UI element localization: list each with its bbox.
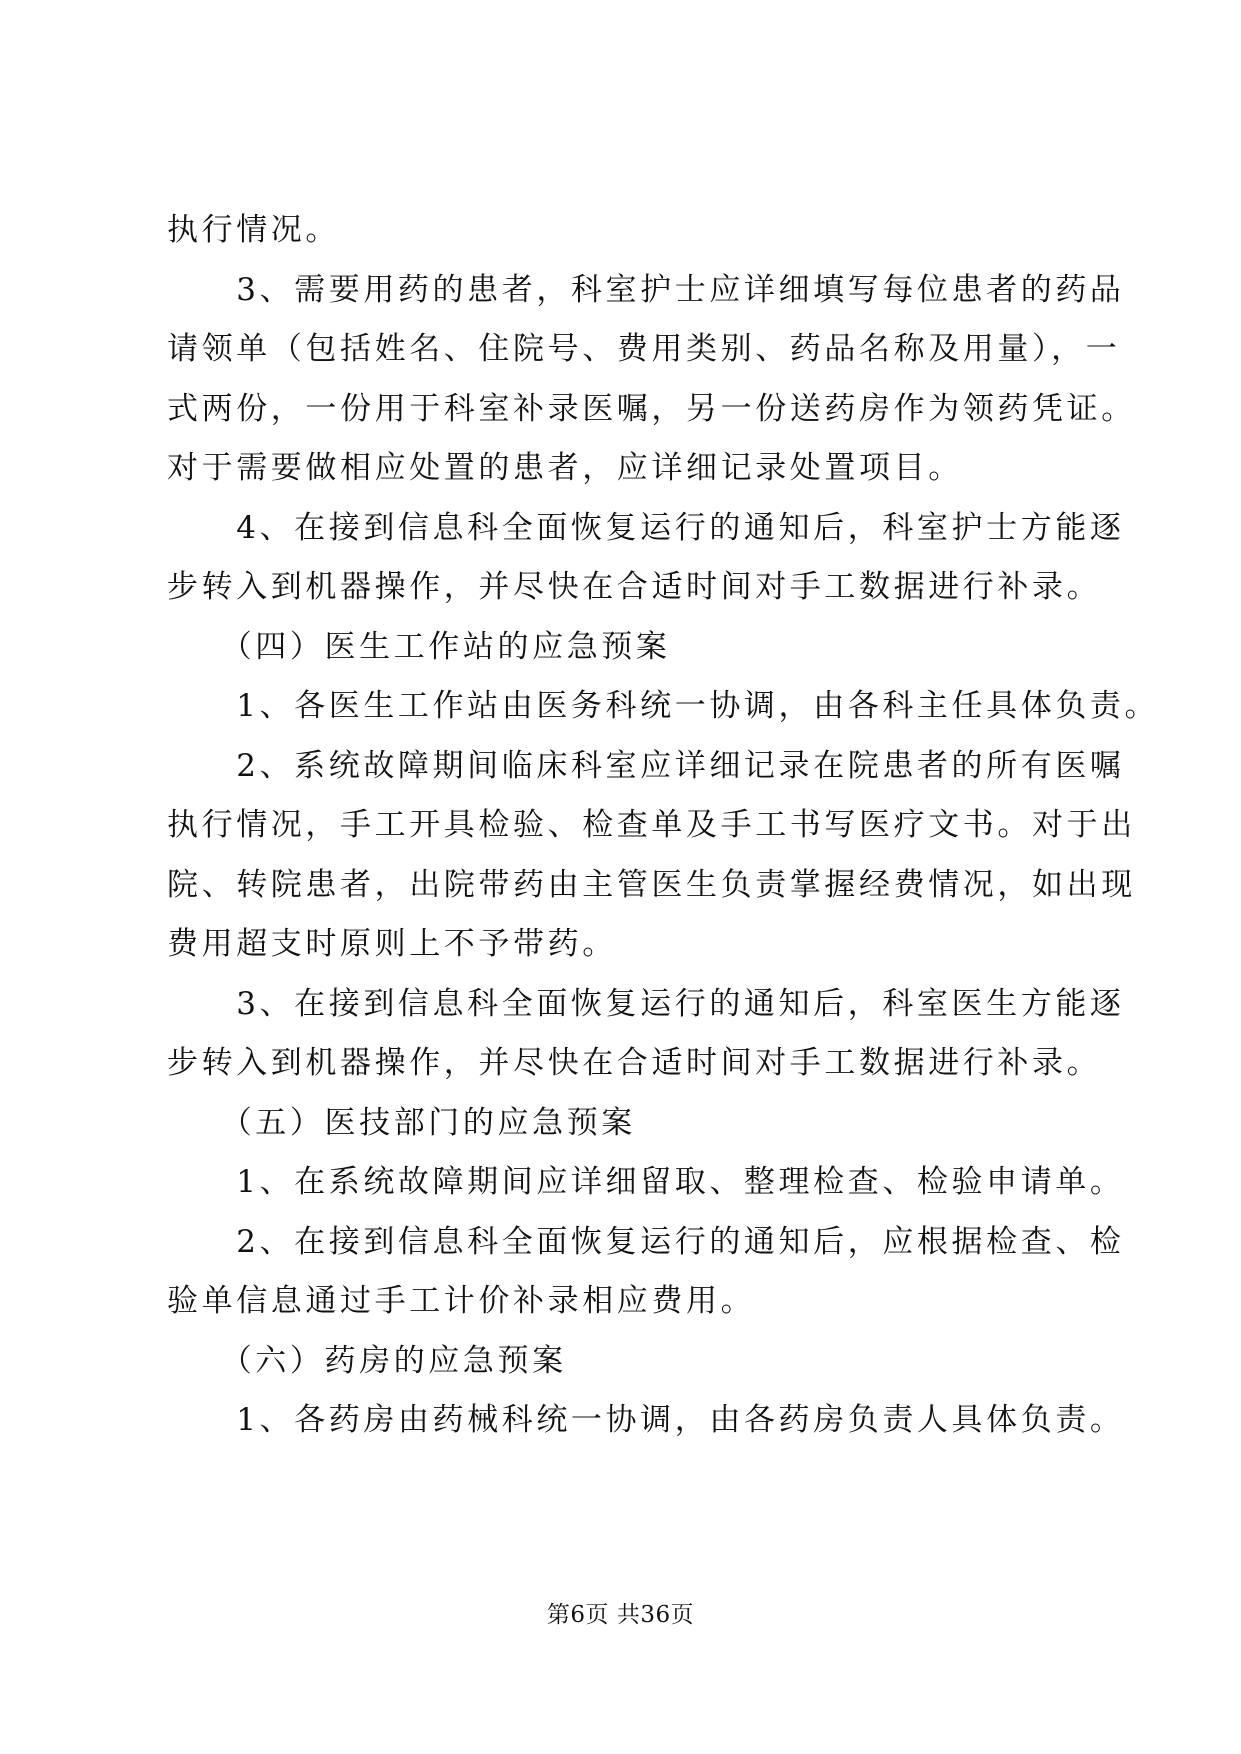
- text-line: 2、系统故障期间临床科室应详细记录在院患者的所有医嘱: [167, 748, 1125, 784]
- text-line: 步转入到机器操作，并尽快在合适时间对手工数据进行补录。: [167, 569, 1102, 605]
- page-number: 第6页 共36页: [546, 1602, 695, 1628]
- text-line: 执行情况，手工开具检验、检查单及手工书写医疗文书。对于出: [167, 807, 1136, 843]
- section-heading: （六）药房的应急预案: [167, 1343, 567, 1379]
- text-line: 1、各医生工作站由医务科统一协调，由各科主任具体负责。: [167, 688, 1160, 724]
- text-line: 请领单（包括姓名、住院号、费用类别、药品名称及用量），一: [167, 331, 1121, 367]
- text-line: 验单信息通过手工计价补录相应费用。: [167, 1283, 756, 1319]
- text-line: 对于需要做相应处置的患者，应详细记录处置项目。: [167, 450, 963, 486]
- text-line: 2、在接到信息科全面恢复运行的通知后，应根据检查、检: [167, 1224, 1125, 1260]
- text-line: 1、在系统故障期间应详细留取、整理检查、检验申请单。: [167, 1164, 1125, 1200]
- text-line: 3、在接到信息科全面恢复运行的通知后，科室医生方能逐: [167, 986, 1125, 1022]
- text-line: 院、转院患者，出院带药由主管医生负责掌握经费情况，如出现: [167, 867, 1136, 903]
- text-line: 费用超支时原则上不予带药。: [167, 926, 617, 962]
- text-line: 执行情况。: [167, 212, 340, 248]
- text-line: 1、各药房由药械科统一协调，由各药房负责人具体负责。: [167, 1402, 1125, 1438]
- text-line: 式两份，一份用于科室补录医嘱，另一份送药房作为领药凭证。: [167, 391, 1136, 427]
- section-heading: （五）医技部门的应急预案: [167, 1105, 636, 1141]
- text-line: 3、需要用药的患者，科室护士应详细填写每位患者的药品: [167, 272, 1125, 308]
- section-heading: （四）医生工作站的应急预案: [167, 629, 671, 665]
- text-line: 步转入到机器操作，并尽快在合适时间对手工数据进行补录。: [167, 1045, 1102, 1081]
- text-line: 4、在接到信息科全面恢复运行的通知后，科室护士方能逐: [167, 510, 1125, 546]
